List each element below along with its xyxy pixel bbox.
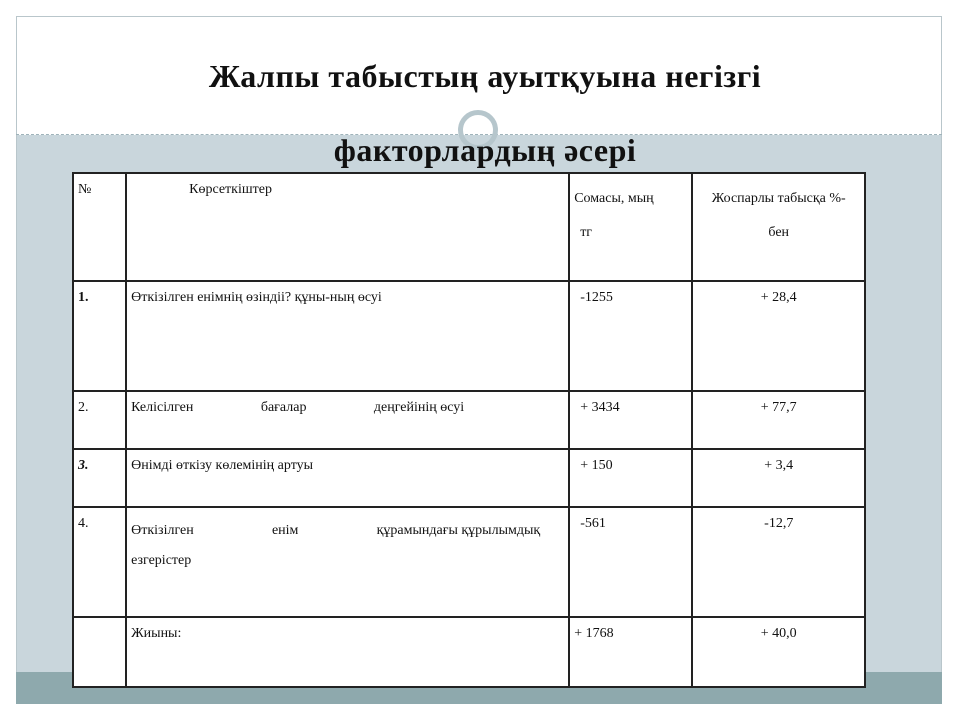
row-num — [73, 617, 126, 687]
row-pct: + 77,7 — [692, 391, 865, 449]
header-sum — [569, 173, 692, 281]
indicator-word: Өткізілген — [131, 523, 194, 538]
factors-table — [72, 172, 866, 688]
row-num: 3. — [73, 449, 126, 507]
table-row — [73, 449, 865, 507]
row-pct: + 40,0 — [692, 617, 865, 687]
table-row — [73, 507, 865, 617]
header-sum-line1: Сомасы, мың — [574, 191, 654, 206]
table-total-row — [73, 617, 865, 687]
header-num: № — [73, 173, 126, 281]
slide-title-line-1: Жалпы табыстың ауытқуына негізгі — [208, 58, 762, 94]
row-sum: + 3434 — [569, 391, 692, 449]
row-num: 1. — [73, 281, 126, 391]
row-sum: -561 — [569, 507, 692, 617]
indicator-word: деңгейінің өсуі — [373, 400, 465, 415]
slide-title-line-2: факторлардың әсері — [333, 132, 637, 168]
table-row — [73, 281, 865, 391]
header-pct — [692, 173, 865, 281]
row-pct: + 3,4 — [692, 449, 865, 507]
table-header-row — [73, 173, 865, 281]
indicator-word: бағалар — [260, 400, 307, 415]
row-pct: -12,7 — [692, 507, 865, 617]
row-indicator: Өнімді өткізу көлемінің артуы — [126, 449, 569, 507]
row-num: 4. — [73, 507, 126, 617]
table-row — [73, 391, 865, 449]
indicator-word: құрамындағы құрылымдық — [376, 523, 541, 538]
header-indicator: Көрсеткіштер — [126, 173, 569, 281]
indicator-word: Келісілген — [131, 400, 194, 415]
row-sum: -1255 — [569, 281, 692, 391]
row-indicator — [126, 391, 569, 449]
row-num: 2. — [73, 391, 126, 449]
row-indicator: Өткізілген енімнің өзіндіі? құны-ның өсуі — [126, 281, 569, 391]
header-pct-line1: Жоспарлы табысқа %- — [711, 191, 846, 206]
indicator-word: енім — [271, 523, 299, 538]
row-sum: + 150 — [569, 449, 692, 507]
row-indicator — [126, 507, 569, 617]
row-sum: + 1768 — [569, 617, 692, 687]
row-indicator: Жиыны: — [126, 617, 569, 687]
row-pct: + 28,4 — [692, 281, 865, 391]
header-pct-line2: бен — [768, 225, 790, 240]
indicator-line2: езгерістер — [131, 553, 192, 568]
header-sum-line2: тг — [580, 225, 593, 240]
